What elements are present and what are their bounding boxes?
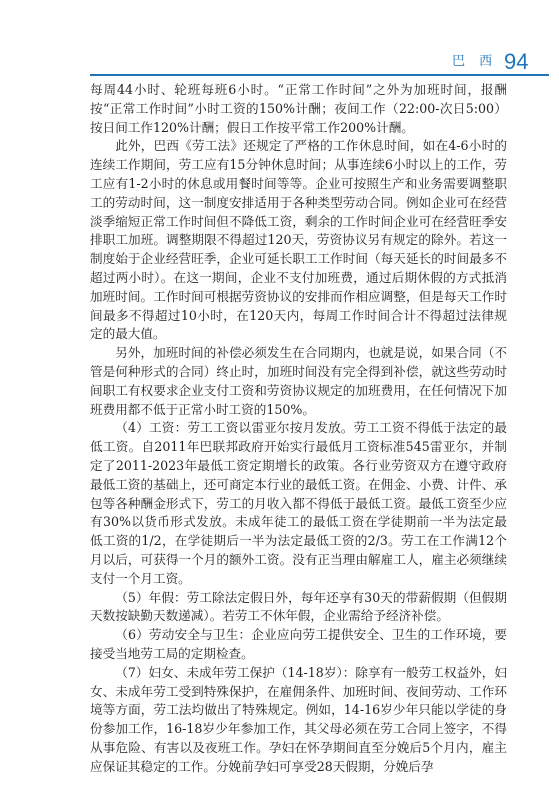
paragraph-safety-hygiene: （6）劳动安全与卫生：企业应向劳工提供安全、卫生的工作环境，要接受当地劳工局的定期检查。	[90, 627, 507, 661]
body-text	[90, 81, 507, 776]
page-number: 94	[504, 49, 529, 74]
running-header-title: 巴 西	[452, 54, 498, 69]
paragraph-annual-leave: （5）年假：劳工除法定假日外，每年还享有30天的带薪假期（但假期天数按缺勤天数递减）。若劳工不休年假，企业需给予经济补偿。	[90, 589, 507, 624]
paragraph-overtime-compensation: 另外，加班时间的补偿必须发生在合同期内，也就是说，如果合同（不管是何种形式的合同）终止时，加班时间没有完全得到补偿，就这些劳动时间职工有权要求企业支付工资和劳资协议规定的加班费用，在任何情况下加班费用都不低于正常小时工资的150%。	[90, 345, 507, 417]
paragraph-women-minors: （7）妇女、未成年劳工保护（14-18岁）：除享有一般劳工权益外，妇女、未成年劳工受到特殊保护，在雇佣条件、加班时间、夜间劳动、工作环境等方面，劳工法均做出了特殊规定。例如，14-16岁少年只能以学徒的身份参加工作，16-18岁少年参加工作，其父母必须在劳工合同上签字，不得从事危险、有害以及夜班工作。孕妇在怀孕期间直至分娩后5个月内，雇主应保证其稳定的工作。分娩前孕妇可享受28天假期，分娩后孕	[90, 664, 507, 774]
paragraph-wages: （4）工资：劳工工资以雷亚尔按月发放。劳工工资不得低于法定的最低工资。自2011年巴联邦政府开始实行最低月工资标准545雷亚尔，并制定了2011-2023年最低工资定期增长的政策。各行业劳资双方在遵守政府最低工资的基础上，还可商定本行业的最低工资。在佣金、小费、计件、承包等各种酬金形式下，劳工的月收入都不得低于最低工资。最低工资至少应有30%以货币形式发放。未成年徒工的最低工资在学徒期前一半为法定最低工资的1/2，在学徒期后一半为法定最低工资的2/3。劳工在工作满12个月以后，可获得一个月的额外工资。没有正当理由解雇工人，雇主必须继续支付一个月工资。	[90, 420, 507, 586]
paragraph-rest-periods: 此外，巴西《劳工法》还规定了严格的工作休息时间，如在4-6小时的连续工作期间，劳工应有15分钟休息时间；从事连续6小时以上的工作，劳工应有1-2小时的休息或用餐时间等等。企业可按照生产和业务需要调整职工的劳动时间，这一制度安排适用于各种类型劳动合同。例如企业可在经营淡季缩短正常工作时间但不降低工资，剩余的工作时间企业可在经营旺季安排职工加班。调整期限不得超过120天，劳资协议另有规定的除外。若这一制度始于企业经营旺季，企业可延长职工工作时间（每天延长的时间最多不超过两小时）。在这一期间，企业不支付加班费，通过后期休假的方式抵消加班时间。工作时间可根据劳资协议的安排而作相应调整，但是每天工作时间最多不得超过10小时，在120天内，每周工作时间合计不得超过法律规定的最大值。	[90, 138, 507, 342]
paragraph-continued: 每周44小时、轮班每班6小时。“正常工作时间”之外为加班时间，报酬按“正常工作时间”小时工资的150%计酬；夜间工作（22:00-次日5:00）按日间工作120%计酬；假日工作按平常工作200%计酬。	[90, 82, 507, 135]
page-header	[0, 0, 559, 80]
header-rule	[90, 74, 549, 76]
